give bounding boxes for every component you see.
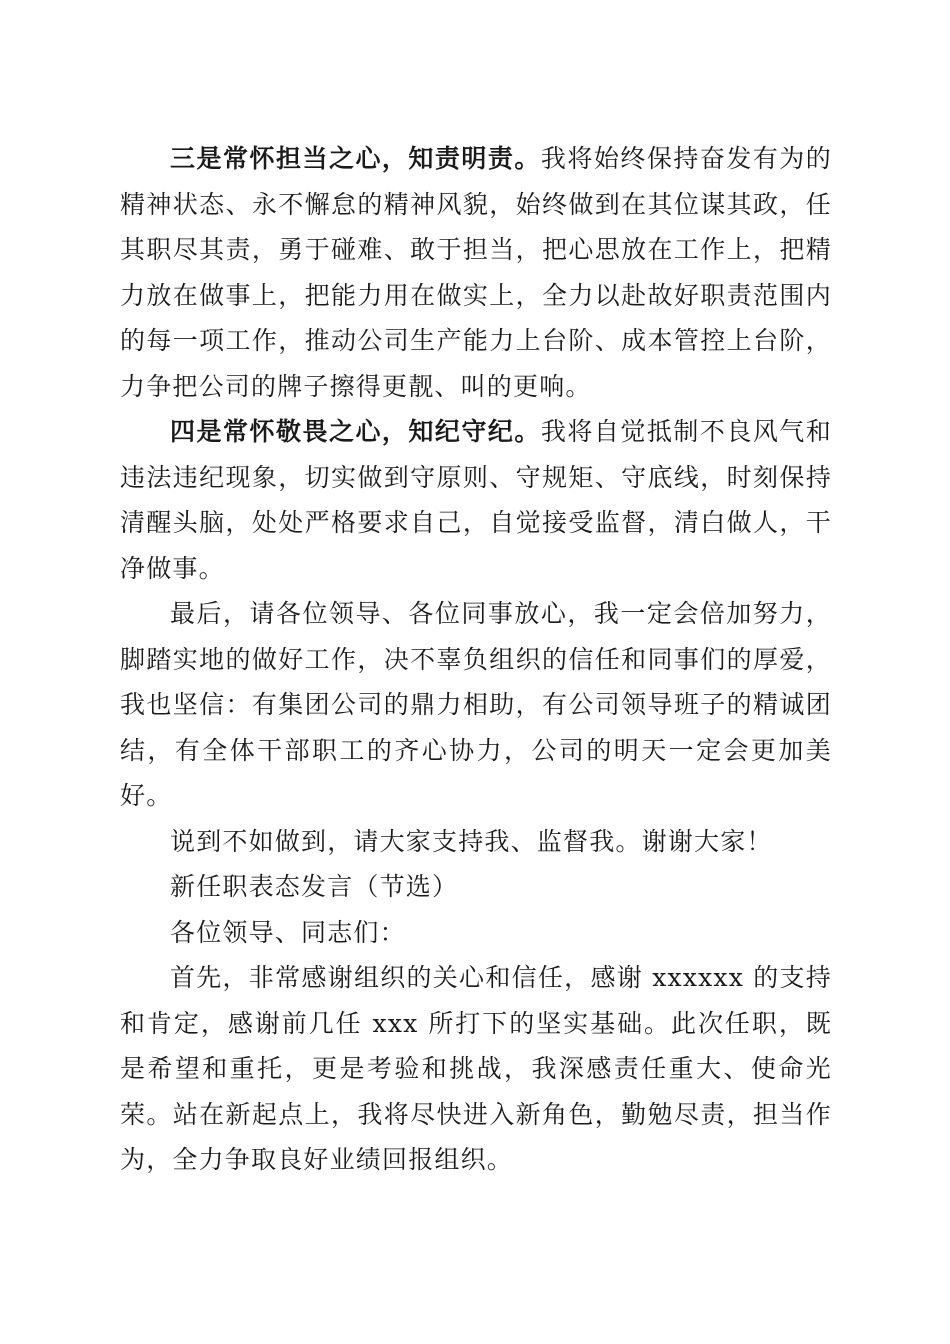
final-paragraph: 首先，非常感谢组织的关心和信任，感谢 xxxxxx 的支持和肯定，感谢前几任 xxx 所打下的坚实基础。此次任职，既是希望和重托，更是考验和挑战，我深感责任重大、使命光荣。站在新起点上，我将尽快进入新角色，勤勉尽责，担当作为，全力争取良好业绩回报组织。 <box>120 963 832 1174</box>
paragraph-three <box>120 136 832 409</box>
paragraph-four <box>120 409 832 591</box>
paragraph-three-lead: 三是常怀担当之心，知责明责。 <box>170 144 541 173</box>
document-body <box>120 136 832 1183</box>
paragraph-three-text: 我将始终保持奋发有为的精神状态、永不懈怠的精神风貌，始终做到在其位谋其政，任其职尽其责，勇于碰难、敢于担当，把心思放在工作上，把精力放在做事上，把能力用在做实上，全力以赴故好职责范围内的每一项工作，推动公司生产能力上台阶、成本管控上台阶，力争把公司的牌子擦得更靓、叫的更响。 <box>120 144 833 401</box>
closing-line: 说到不如做到，请大家支持我、监督我。谢谢大家！ <box>170 826 773 856</box>
paragraph-finally <box>120 591 832 819</box>
paragraph-finally-text: 最后，请各位领导、各位同事放心，我一定会倍加努力，脚踏实地的做好工作，决不辜负组织的信任和同事们的厚爱，我也坚信：有集团公司的鼎力相助，有公司领导班子的精诚团结，有全体干部职工的齐心协力，公司的明天一定会更加美好。 <box>120 599 832 810</box>
paragraph-four-lead: 四是常怀敬畏之心，知纪守纪。 <box>170 417 541 446</box>
section-title: 新任职表态发言（节选） <box>170 872 459 901</box>
salutation: 各位领导、同志们： <box>170 917 406 947</box>
paragraph-four-text: 我将自觉抵制不良风气和违法违纪现象，切实做到守原则、守规矩、守底线，时刻保持清醒头脑，处处严格要求自己，自觉接受监督，清白做人，干净做事。 <box>120 417 833 583</box>
